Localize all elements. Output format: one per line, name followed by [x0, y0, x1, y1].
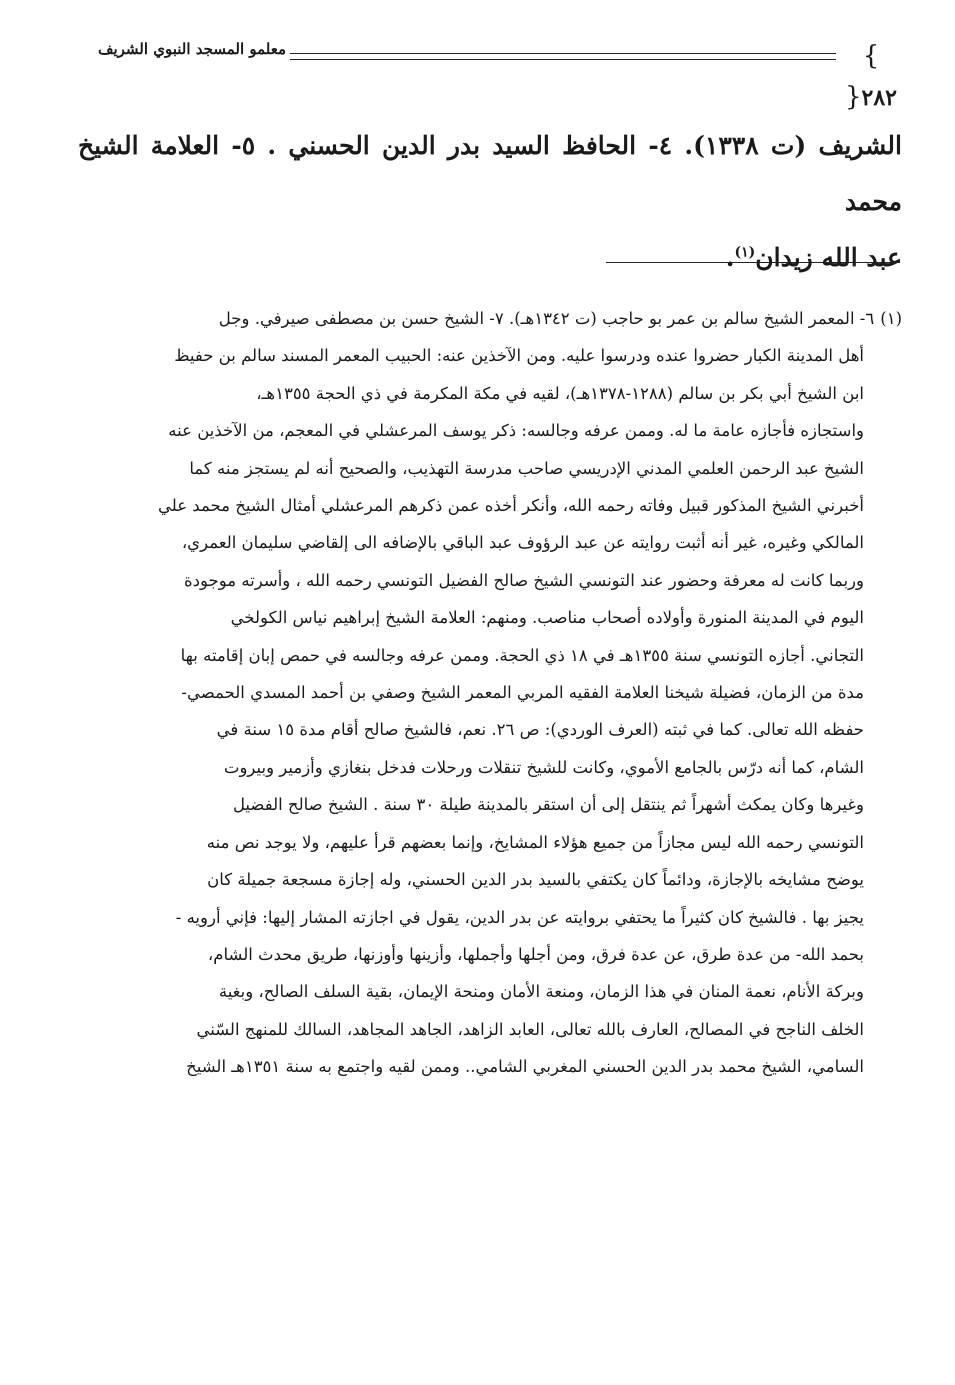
page-number-brace-left: } [862, 41, 880, 71]
header-double-rule [290, 53, 836, 60]
footnote-line: التجاني. أجازه التونسي سنة ١٣٥٥هـ في ١٨ ذي الحجة. وممن عرفه وجالسه في حمص إبان إقامته بها [180, 645, 864, 665]
page-header [78, 36, 902, 112]
footnote-line: الشام، كما أنه درّس بالجامع الأموي، وكانت للشيخ تنقلات ورحلات فدخل بنغازي وأزمير وبيروت [223, 757, 864, 777]
main-text-line-2: عبد الله زيدان$^{(١)}$. [725, 243, 902, 272]
footnotes-block [80, 300, 902, 1086]
footnote-line: اليوم في المدينة المنورة وأولاده أصحاب مناصب. ومنهم: العلامة الشيخ إبراهيم نياس الكولخي [230, 608, 864, 628]
footnote-line: يوضح مشايخه بالإجازة، ودائماً كان يكتفي بالسيد بدر الدين الحسني، وله إجازة مسجعة جميلة كان [207, 870, 864, 890]
footnote-reference[interactable]: (١) [734, 244, 756, 261]
footnote-line: وغيرها وكان يمكث أشهراً ثم ينتقل إلى أن استقر بالمدينة طيلة ٣٠ سنة . الشيخ صالح الفضيل [232, 795, 864, 815]
page-number-brace-right: { [845, 82, 862, 112]
footnote-line: ابن الشيخ أبي بكر بن سالم (١٢٨٨-١٣٧٨هـ)، لقيه في مكة المكرمة في ذي الحجة ١٣٥٥هـ، [256, 383, 864, 403]
footnote-line: التونسي رحمه الله ليس مجازاً من جميع هؤلاء المشايخ، وإنما بعضهم قرأ عليهم، ولا يوجد نص منه [206, 832, 864, 852]
footnote-line: الشيخ عبد الرحمن العلمي المدني الإدريسي صاحب مدرسة التهذيب، والصحيح أنه لم يستجز منه كما [189, 458, 864, 478]
footnote-line: وبركة الأنام، نعمة المنان في هذا الزمان، ومنعة الأمان ومنحة الإيمان، بقية السلف الصالح، وبغية [218, 982, 864, 1002]
main-text-line-1: الشريف (ت ١٣٣٨). ٤- الحافظ السيد بدر الدين الحسني . ٥- العلامة الشيخ محمد [78, 131, 902, 216]
page-number: }٢٨٢{ [845, 41, 897, 112]
footnote-line: وربما كانت له معرفة وحضور عند التونسي الشيخ صالح الفضيل التونسي رحمه الله ، وأسرته موجودة [184, 570, 864, 590]
footnote-line: السامي، الشيخ محمد بدر الدين الحسني المغربي الشامي.. وممن لقيه واجتمع به سنة ١٣٥١هـ الشيخ [186, 1057, 864, 1077]
footnote-line: مدة من الزمان، فضيلة شيخنا العلامة الفقيه المربي المعمر الشيخ وصفي بن أحمد المسدي الحمصي- [181, 683, 864, 703]
footnote-line: (١)٦- المعمر الشيخ سالم بن عمر بو حاجب (ت ١٣٤٢هـ). ٧- الشيخ حسن بن مصطفى صيرفي. وجل [80, 300, 902, 337]
footnote-line: أهل المدينة الكبار حضروا عنده ودرسوا عليه. ومن الآخذين عنه: الحبيب المعمر المسند سالم بن حفيظ [174, 346, 864, 366]
footnote-line: بحمد الله- من عدة طرق، عن عدة فرق، ومن أجلها وأجملها، وأزينها وأوزنها، طريق محدث الشام، [207, 944, 864, 964]
footnote-line: الخلف الناجح في المصالح، العارف بالله تعالى، العابد الزاهد، الجاهد المجاهد، السالك للمنهج السّني [196, 1019, 864, 1039]
footnote-separator [606, 262, 900, 263]
footnote-line: حفظه الله تعالى. كما في ثبته (العرف الوردي): ص ٢٦. نعم، فالشيخ صالح أقام مدة ١٥ سنة في [216, 720, 864, 740]
running-title: معلمو المسجد النبوي الشريف [97, 40, 286, 58]
footnote-line: يجيز بها . فالشيخ كان كثيراً ما يحتفي بروايته عن بدر الدين، يقول في اجازته المشار إليها: فإني أرويه - [175, 907, 864, 927]
footnote-line: أخبرني الشيخ المذكور قبيل وفاته رحمه الله، وأنكر أخذه عمن ذكرهم المرعشلي أمثال الشيخ محمد علي [157, 496, 864, 516]
main-text-block [78, 118, 902, 286]
footnote-marker: (١) [880, 309, 902, 328]
footnote-line: واستجازه فأجازه عامة ما له. وممن عرفه وجالسه: ذكر يوسف المرعشلي في المعجم، من الآخذين عنه [168, 421, 864, 441]
footnote-line: المالكي وغيره، غير أنه أثبت روايته عن عبد الرؤوف عبد الباقي بالإضافه الى إلقاضي سليمان العمري، [181, 533, 864, 553]
